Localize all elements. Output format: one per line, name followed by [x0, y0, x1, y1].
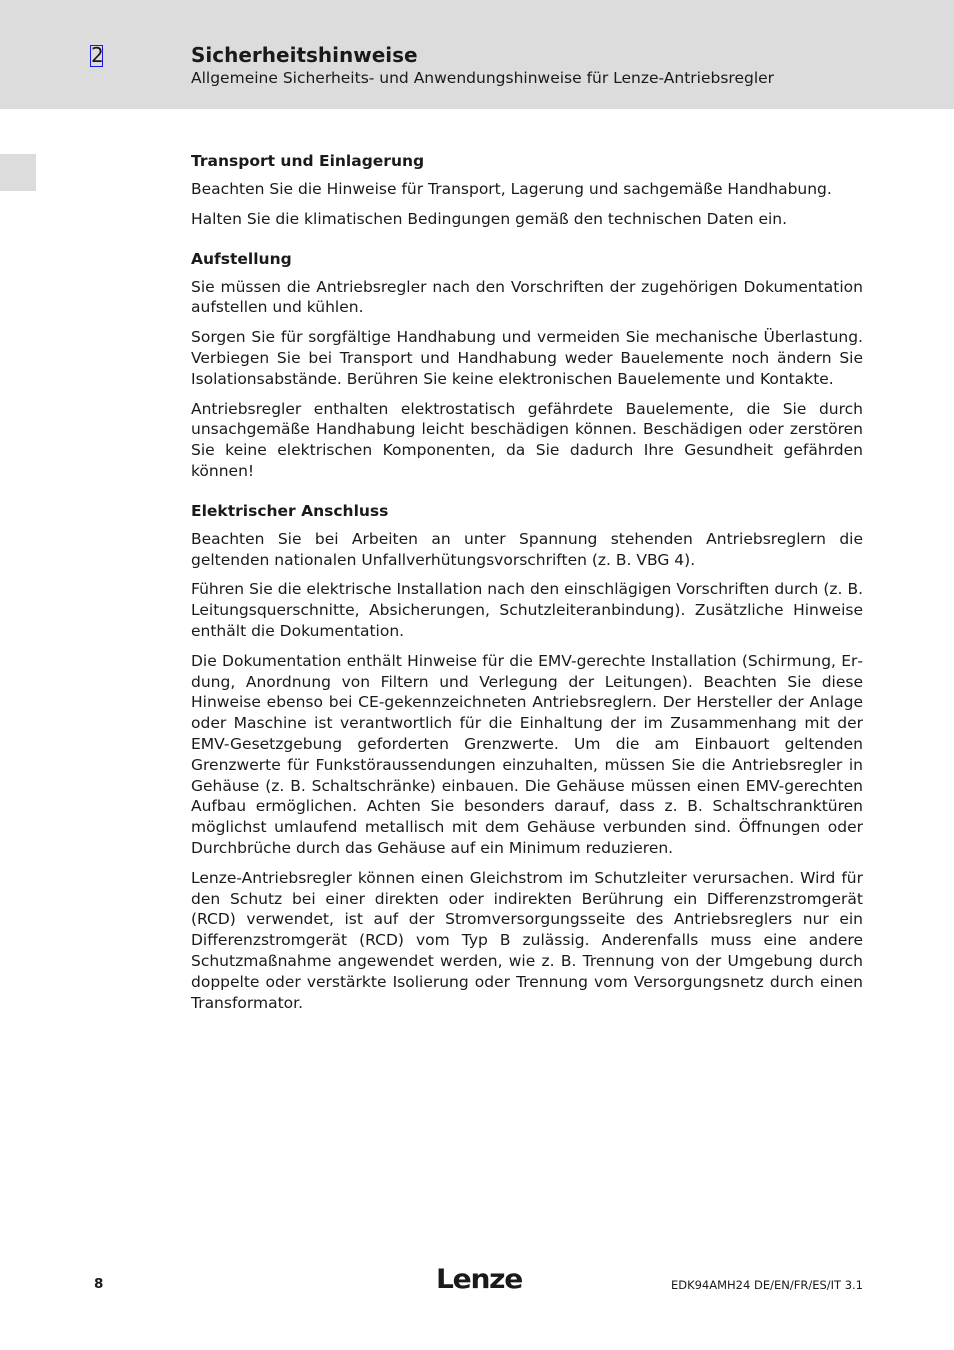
section-transport — [191, 150, 863, 230]
paragraph: Führen Sie die elektrische Installation nach den einschlägigen Vorschriften durch (z. B. Leitungsquerschnitte, Absicherungen, Schutzleiteranbindung). Zusätzliche Hinweise enthält die Dokumentation. — [191, 580, 863, 640]
paragraph: Die Dokumentation enthält Hinweise für die EMV-gerechte Installation (Schirmung, Erdung, Anordnung von Filtern und Verlegung der Leitungen). Beachten Sie diese Hinweise ebenso bei CE-gekennzeichneten Antriebsreglern. Der Hersteller der Anlage oder Maschine ist verantwortlich für die Einhaltung der im Zusammenhang mit der EMV-Gesetzgebung geforderten Grenzwerte. Um die am Einbauort geltenden Grenzwerte für Funkstöraussendungen einzuhalten, müssen Sie die Antriebsregler in Gehäuse (z. B. Schaltschränke) einbauen. Die Gehäuse müssen einen EMV-gerechten Aufbau ermöglichen. Achten Sie besonders darauf, dass z. B. Schaltschranktüren möglichst umlaufend metallisch mit dem Gehäuse verbunden sind. Öffnungen oder Durchbrüche durch das Gehäuse auf ein Minimum reduzieren. — [191, 651, 863, 857]
paragraph: Antriebsregler enthalten elektrostatisch gefährdete Bauelemente, die Sie durch unsachgemäße Handhabung leicht beschädigen können. Beschädigen oder zerstören Sie keine elektrischen Komponenten, da Sie dadurch Ihre Gesundheit gefährden können! — [191, 399, 863, 480]
section-heading: Elektrischer Anschluss — [191, 501, 389, 520]
chapter-subtitle: Allgemeine Sicherheits- und Anwendungshinweise für Lenze-Antriebsregler — [191, 69, 775, 87]
main-content — [191, 150, 863, 1022]
chapter-number[interactable]: 2 — [91, 43, 104, 67]
paragraph: Lenze-Antriebsregler können einen Gleichstrom im Schutzleiter verursachen. Wird für den Schutz bei einer direkten oder indirekten Berührung ein Differenzstromgerät (RCD) verwendet, ist auf der Stromversorgungsseite des Antriebsreglers nur ein Differenzstromgerät (RCD) vom Typ B zulässig. Anderenfalls muss eine andere Schutzmaßnahme angewendet werden, wie z. B. Trennung von der Umgebung durch doppelte oder verstärkte Isolierung oder Trennung vom Versorgungsnetz durch einen Transformator. — [191, 868, 863, 1012]
section-aufstellung — [191, 248, 863, 482]
lenze-logo: Lenze — [436, 1264, 523, 1295]
section-elektrischer-anschluss — [191, 500, 863, 1014]
header-band — [0, 0, 954, 109]
page-number: 8 — [94, 1276, 104, 1292]
side-tab-marker — [0, 154, 36, 191]
paragraph: Beachten Sie die Hinweise für Transport, Lagerung und sachgemäße Handhabung. — [191, 180, 832, 198]
section-heading: Aufstellung — [191, 249, 292, 268]
paragraph: Sie müssen die Antriebsregler nach den Vorschriften der zugehörigen Dokumentation aufstellen und kühlen. — [191, 277, 863, 317]
paragraph: Sorgen Sie für sorgfältige Handhabung und vermeiden Sie mechanische Überlastung. Verbiegen Sie bei Transport und Handhabung weder Bauelemente noch ändern Sie Isolationsabstände. Berühren Sie keine elektronischen Bauelemente und Kontakte. — [191, 328, 863, 388]
paragraph: Beachten Sie bei Arbeiten an unter Spannung stehenden Antriebsreglern die geltenden nationalen Unfallverhütungsvorschriften (z. B. VBG 4). — [191, 529, 863, 569]
paragraph: Halten Sie die klimatischen Bedingungen gemäß den technischen Daten ein. — [191, 209, 788, 228]
document-code: EDK94AMH24 DE/EN/FR/ES/IT 3.1 — [670, 1278, 863, 1292]
chapter-title: Sicherheitshinweise — [191, 43, 418, 67]
section-heading: Transport und Einlagerung — [191, 152, 425, 170]
